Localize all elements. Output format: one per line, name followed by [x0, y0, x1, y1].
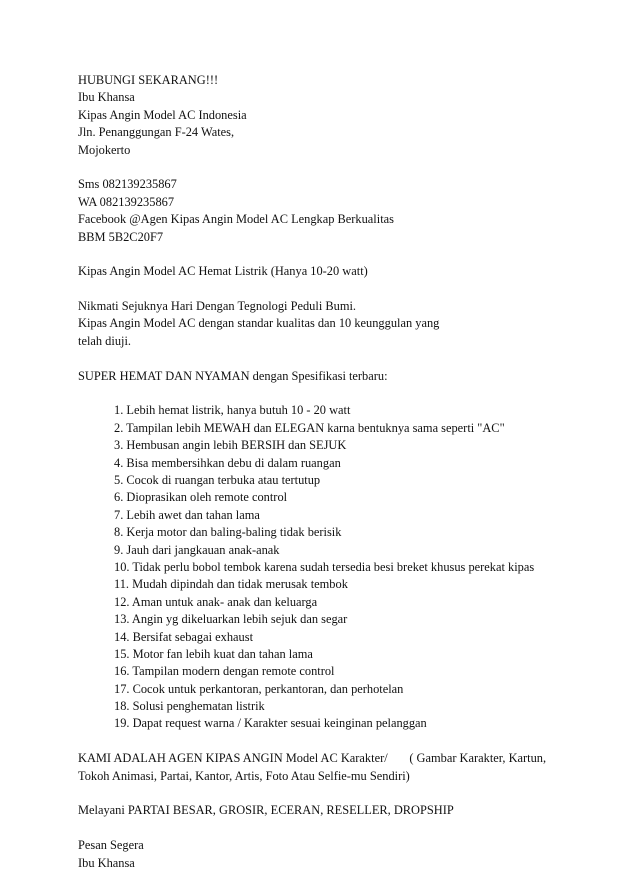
- contact-name: Ibu Khansa: [78, 90, 135, 105]
- quality-line-1: Kipas Angin Model AC dengan standar kualitas dan 10 keunggulan yang: [78, 316, 440, 331]
- bbm-contact: BBM 5B2C20F7: [78, 229, 164, 244]
- closing-name: Ibu Khansa: [78, 855, 135, 870]
- address-line-1: Jln. Penanggungan F-24 Wates,: [78, 125, 235, 140]
- list-item: 5. Cocok di ruangan terbuka atau tertutup: [114, 472, 321, 487]
- list-item: 3. Hembusan angin lebih BERSIH dan SEJUK: [114, 438, 347, 453]
- agent-line-1: KAMI ADALAH AGEN KIPAS ANGIN Model AC Karakter/ ( Gambar Karakter, Kartun,: [78, 751, 547, 766]
- list-item: 16. Tampilan modern dengan remote control: [114, 664, 335, 679]
- list-item: 18. Solusi penghematan listrik: [114, 699, 265, 714]
- list-item: 10. Tidak perlu bobol tembok karena sudah tersedia besi breket khusus perekat kipas: [114, 559, 535, 574]
- spacer: [78, 733, 598, 750]
- spacer: [78, 785, 598, 802]
- facebook-contact: Facebook @Agen Kipas Angin Model AC Lengkap Berkualitas: [78, 212, 394, 227]
- list-item: 7. Lebih awet dan tahan lama: [114, 507, 260, 522]
- wa-contact: WA 082139235867: [78, 194, 175, 209]
- list-item: 6. Dioprasikan oleh remote control: [114, 490, 288, 505]
- closing-cta: Pesan Segera: [78, 838, 144, 853]
- spacer: [78, 281, 598, 298]
- company-name: Kipas Angin Model AC Indonesia: [78, 107, 247, 122]
- list-item: 4. Bisa membersihkan debu di dalam ruangan: [114, 455, 341, 470]
- spacer: [78, 385, 598, 402]
- list-item: 9. Jauh dari jangkauan anak-anak: [114, 542, 280, 557]
- contact-heading: HUBUNGI SEKARANG!!!: [78, 73, 219, 87]
- list-item: 1. Lebih hemat listrik, hanya butuh 10 - 20 watt: [114, 403, 351, 418]
- list-item: 15. Motor fan lebih kuat dan tahan lama: [114, 646, 313, 661]
- product-headline: Kipas Angin Model AC Hemat Listrik (Hanya 10-20 watt): [78, 264, 368, 279]
- agent-line-2: Tokoh Animasi, Partai, Kantor, Artis, Foto Atau Selfie-mu Sendiri): [78, 768, 410, 783]
- sms-contact: Sms 082139235867: [78, 177, 177, 192]
- document-page: [78, 72, 598, 872]
- list-item: 14. Bersifat sebagai exhaust: [114, 629, 254, 644]
- address-line-2: Mojokerto: [78, 142, 131, 157]
- spacer: [78, 246, 598, 263]
- list-item: 12. Aman untuk anak- anak dan keluarga: [114, 594, 318, 609]
- spacer: [78, 820, 598, 837]
- list-item: 13. Angin yg dikeluarkan lebih sejuk dan segar: [114, 612, 348, 627]
- list-item: 19. Dapat request warna / Karakter sesuai keinginan pelanggan: [114, 716, 427, 731]
- tagline: Nikmati Sejuknya Hari Dengan Tegnologi Peduli Bumi.: [78, 299, 357, 314]
- spacer: [78, 159, 598, 176]
- spacer: [78, 350, 598, 367]
- quality-line-2: telah diuji.: [78, 333, 131, 348]
- list-item: 2. Tampilan lebih MEWAH dan ELEGAN karna bentuknya sama seperti "AC": [114, 420, 505, 435]
- specs-list: [78, 402, 598, 732]
- list-item: 8. Kerja motor dan baling-baling tidak berisik: [114, 525, 342, 540]
- list-item: 11. Mudah dipindah dan tidak merusak tembok: [114, 577, 348, 592]
- list-item: 17. Cocok untuk perkantoran, perkantoran, dan perhotelan: [114, 681, 404, 696]
- services-line: Melayani PARTAI BESAR, GROSIR, ECERAN, RESELLER, DROPSHIP: [78, 803, 454, 818]
- specs-heading: SUPER HEMAT DAN NYAMAN dengan Spesifikasi terbaru:: [78, 368, 388, 383]
